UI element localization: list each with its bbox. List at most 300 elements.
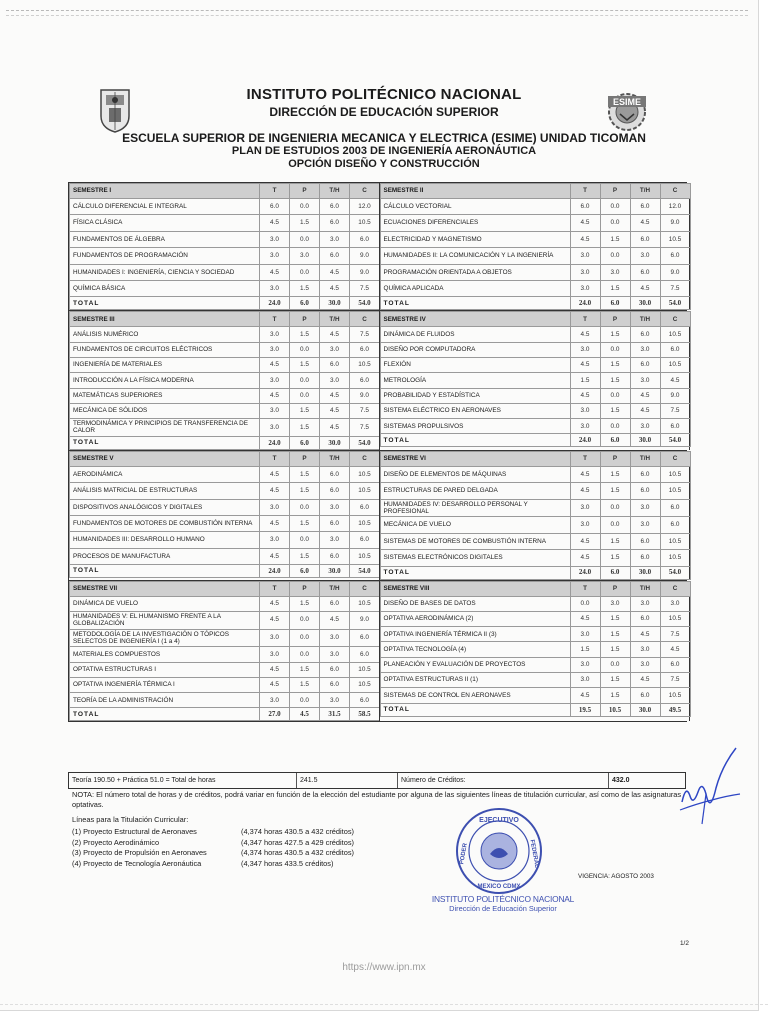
column-header: T/H bbox=[630, 581, 660, 596]
total-row bbox=[380, 703, 690, 716]
column-header: P bbox=[290, 312, 320, 327]
semester-title: SEMESTRE VI bbox=[380, 451, 570, 466]
subject-th-value: 6.0 bbox=[630, 533, 660, 549]
semester-title: SEMESTRE VII bbox=[70, 581, 260, 596]
subject-th-value: 6.0 bbox=[630, 357, 660, 372]
subject-t-value: 3.0 bbox=[570, 673, 600, 688]
curriculum-grid bbox=[68, 182, 687, 722]
total-row bbox=[70, 436, 380, 449]
ipn-stamp-line1: INSTITUTO POLITÉCNICO NACIONAL bbox=[431, 894, 575, 904]
subject-th-value: 6.0 bbox=[630, 466, 660, 482]
column-header: C bbox=[660, 312, 690, 327]
total-p-value: 6.0 bbox=[290, 565, 320, 578]
subject-name: HUMANIDADES III: DESARROLLO HUMANO bbox=[70, 532, 260, 548]
subject-p-value: 0.0 bbox=[600, 419, 630, 434]
column-header: P bbox=[600, 451, 630, 466]
subject-th-value: 4.5 bbox=[320, 419, 350, 437]
subject-c-value: 7.5 bbox=[350, 403, 380, 418]
subject-c-value: 12.0 bbox=[660, 199, 690, 215]
subject-p-value: 3.0 bbox=[600, 596, 630, 611]
hours-value: 241.5 bbox=[297, 773, 398, 788]
subject-p-value: 3.0 bbox=[290, 248, 320, 264]
subject-t-value: 6.0 bbox=[260, 199, 290, 215]
subject-p-value: 1.5 bbox=[600, 231, 630, 247]
total-c-value: 54.0 bbox=[350, 565, 380, 578]
subject-p-value: 0.0 bbox=[290, 199, 320, 215]
project-hours: (4,374 horas 430.5 a 432 créditos) bbox=[241, 848, 354, 858]
table-row bbox=[380, 373, 690, 388]
total-th-value: 30.0 bbox=[320, 436, 350, 449]
subject-p-value: 1.5 bbox=[600, 357, 630, 372]
subject-c-value: 6.0 bbox=[350, 629, 380, 647]
subject-t-value: 4.5 bbox=[570, 688, 600, 703]
total-c-value: 54.0 bbox=[350, 436, 380, 449]
table-row bbox=[70, 231, 380, 247]
project-name: (1) Proyecto Estructural de Aeronaves bbox=[72, 827, 197, 836]
subject-th-value: 4.5 bbox=[320, 280, 350, 296]
subject-p-value: 0.0 bbox=[600, 499, 630, 517]
table-row bbox=[380, 596, 690, 611]
subject-c-value: 10.5 bbox=[660, 611, 690, 626]
subject-p-value: 1.5 bbox=[600, 280, 630, 296]
project-hours: (4,374 horas 430.5 a 432 créditos) bbox=[241, 827, 354, 836]
total-p-value: 6.0 bbox=[600, 434, 630, 447]
subject-th-value: 6.0 bbox=[630, 611, 660, 626]
column-header: T/H bbox=[320, 451, 350, 466]
subject-c-value: 6.0 bbox=[660, 499, 690, 517]
subject-p-value: 1.5 bbox=[290, 677, 320, 692]
column-header: P bbox=[290, 581, 320, 596]
subject-p-value: 1.5 bbox=[600, 611, 630, 626]
subject-th-value: 3.0 bbox=[630, 373, 660, 388]
column-header: T bbox=[260, 581, 290, 596]
subject-t-value: 4.5 bbox=[260, 596, 290, 611]
subject-name: TERMODINÁMICA Y PRINCIPIOS DE TRANSFERENCIA DE CALOR bbox=[70, 419, 260, 437]
subject-p-value: 0.0 bbox=[290, 342, 320, 357]
table-row bbox=[70, 388, 380, 403]
column-header: T bbox=[260, 312, 290, 327]
semester-pair bbox=[68, 182, 687, 310]
column-header: T bbox=[260, 451, 290, 466]
subject-t-value: 3.0 bbox=[260, 280, 290, 296]
total-c-value: 54.0 bbox=[660, 434, 690, 447]
column-header: C bbox=[350, 184, 380, 199]
subject-p-value: 1.5 bbox=[600, 627, 630, 642]
subject-name: DISPOSITIVOS ANALÓGICOS Y DIGITALES bbox=[70, 499, 260, 515]
subject-th-value: 4.5 bbox=[320, 264, 350, 280]
subject-t-value: 4.5 bbox=[260, 483, 290, 499]
subject-name: SISTEMAS DE MOTORES DE COMBUSTIÓN INTERNA bbox=[380, 533, 570, 549]
subject-t-value: 3.0 bbox=[570, 627, 600, 642]
subject-c-value: 6.0 bbox=[350, 499, 380, 515]
subject-c-value: 9.0 bbox=[350, 388, 380, 403]
subject-c-value: 7.5 bbox=[660, 280, 690, 296]
total-row bbox=[70, 297, 380, 310]
svg-text:FEDERAL: FEDERAL bbox=[528, 839, 540, 869]
total-label: TOTAL bbox=[380, 703, 570, 716]
subject-name: DISEÑO POR COMPUTADORA bbox=[380, 342, 570, 357]
semester-title: SEMESTRE VIII bbox=[380, 581, 570, 596]
subject-p-value: 1.5 bbox=[290, 357, 320, 372]
subject-name: OPTATIVA ESTRUCTURAS I bbox=[70, 662, 260, 677]
total-t-value: 24.0 bbox=[260, 436, 290, 449]
subject-th-value: 4.5 bbox=[630, 215, 660, 231]
subject-c-value: 10.5 bbox=[350, 215, 380, 231]
table-row bbox=[70, 647, 380, 662]
subject-p-value: 0.0 bbox=[290, 693, 320, 708]
subject-t-value: 4.5 bbox=[570, 215, 600, 231]
subject-th-value: 6.0 bbox=[630, 327, 660, 342]
semester-table bbox=[69, 581, 380, 722]
subject-c-value: 6.0 bbox=[350, 373, 380, 388]
table-row bbox=[380, 280, 690, 296]
subject-p-value: 1.5 bbox=[290, 215, 320, 231]
subject-t-value: 4.5 bbox=[260, 611, 290, 629]
subject-c-value: 10.5 bbox=[350, 677, 380, 692]
semester-title: SEMESTRE III bbox=[70, 312, 260, 327]
project-name: (3) Proyecto de Propulsión en Aeronaves bbox=[72, 848, 207, 858]
subject-c-value: 7.5 bbox=[350, 327, 380, 342]
subject-t-value: 3.0 bbox=[260, 327, 290, 342]
svg-text:EJECUTIVO: EJECUTIVO bbox=[479, 817, 519, 824]
subject-th-value: 3.0 bbox=[320, 373, 350, 388]
summary-bar bbox=[68, 772, 686, 789]
subject-p-value: 0.0 bbox=[290, 647, 320, 662]
semester-table bbox=[380, 183, 691, 310]
total-label: TOTAL bbox=[380, 566, 570, 579]
subject-c-value: 10.5 bbox=[660, 357, 690, 372]
column-header: C bbox=[350, 581, 380, 596]
total-label: TOTAL bbox=[380, 297, 570, 310]
page-number: 1/2 bbox=[680, 940, 689, 947]
table-row bbox=[70, 677, 380, 692]
table-row bbox=[380, 403, 690, 418]
table-row bbox=[380, 248, 690, 264]
table-row bbox=[70, 248, 380, 264]
subject-t-value: 4.5 bbox=[260, 264, 290, 280]
subject-c-value: 7.5 bbox=[660, 403, 690, 418]
subject-th-value: 4.5 bbox=[320, 611, 350, 629]
subject-th-value: 4.5 bbox=[630, 627, 660, 642]
subject-name: ECUACIONES DIFERENCIALES bbox=[380, 215, 570, 231]
subject-name: PLANEACIÓN Y EVALUACIÓN DE PROYECTOS bbox=[380, 657, 570, 672]
semester-table bbox=[380, 451, 691, 580]
table-row bbox=[380, 215, 690, 231]
table-row bbox=[70, 548, 380, 564]
subject-name: HUMANIDADES I: INGENIERÍA, CIENCIA Y SOCIEDAD bbox=[70, 264, 260, 280]
subject-t-value: 4.5 bbox=[260, 215, 290, 231]
vigencia-text: VIGENCIA: AGOSTO 2003 bbox=[578, 873, 654, 880]
subject-name: DISEÑO DE BASES DE DATOS bbox=[380, 596, 570, 611]
subject-p-value: 0.0 bbox=[290, 388, 320, 403]
total-label: TOTAL bbox=[70, 436, 260, 449]
table-row bbox=[70, 419, 380, 437]
subject-p-value: 0.0 bbox=[290, 499, 320, 515]
column-header: T bbox=[570, 451, 600, 466]
footer-url[interactable]: https://www.ipn.mx bbox=[342, 962, 426, 973]
subject-name: CÁLCULO DIFERENCIAL E INTEGRAL bbox=[70, 199, 260, 215]
column-header: P bbox=[600, 312, 630, 327]
semester-title: SEMESTRE II bbox=[380, 184, 570, 199]
subject-name: METROLOGÍA bbox=[380, 373, 570, 388]
subject-name: TEORÍA DE LA ADMINISTRACIÓN bbox=[70, 693, 260, 708]
subject-c-value: 10.5 bbox=[660, 688, 690, 703]
subject-th-value: 3.0 bbox=[630, 499, 660, 517]
subject-t-value: 0.0 bbox=[570, 596, 600, 611]
subject-p-value: 1.5 bbox=[600, 327, 630, 342]
subject-th-value: 6.0 bbox=[320, 662, 350, 677]
table-row bbox=[380, 342, 690, 357]
total-c-value: 54.0 bbox=[350, 297, 380, 310]
subject-p-value: 1.5 bbox=[290, 419, 320, 437]
subject-name: FUNDAMENTOS DE CIRCUITOS ELÉCTRICOS bbox=[70, 342, 260, 357]
subject-c-value: 9.0 bbox=[660, 264, 690, 280]
total-p-value: 6.0 bbox=[290, 297, 320, 310]
table-row bbox=[70, 662, 380, 677]
subject-th-value: 6.0 bbox=[630, 688, 660, 703]
subject-th-value: 4.5 bbox=[630, 403, 660, 418]
subject-t-value: 3.0 bbox=[570, 657, 600, 672]
total-th-value: 30.0 bbox=[630, 434, 660, 447]
table-row bbox=[70, 499, 380, 515]
subject-t-value: 3.0 bbox=[570, 280, 600, 296]
subject-c-value: 7.5 bbox=[350, 419, 380, 437]
subject-t-value: 4.5 bbox=[260, 677, 290, 692]
semester-header-row bbox=[70, 312, 380, 327]
subject-th-value: 4.5 bbox=[630, 388, 660, 403]
subject-p-value: 0.0 bbox=[600, 342, 630, 357]
table-row bbox=[70, 373, 380, 388]
total-th-value: 30.0 bbox=[630, 297, 660, 310]
subject-th-value: 3.0 bbox=[320, 342, 350, 357]
subject-p-value: 0.0 bbox=[290, 373, 320, 388]
subject-t-value: 3.0 bbox=[570, 403, 600, 418]
table-row bbox=[70, 629, 380, 647]
semester-panel bbox=[68, 451, 379, 580]
credits-label: Número de Créditos: bbox=[398, 773, 609, 788]
subject-name: QUÍMICA APLICADA bbox=[380, 280, 570, 296]
subject-th-value: 6.0 bbox=[630, 483, 660, 499]
column-header: T/H bbox=[320, 581, 350, 596]
subject-name: METODOLOGÍA DE LA INVESTIGACIÓN O TÓPICOS SELECTOS DE INGENIERÍA I (1 a 4) bbox=[70, 629, 260, 647]
subject-c-value: 10.5 bbox=[660, 231, 690, 247]
subject-c-value: 9.0 bbox=[350, 248, 380, 264]
subject-t-value: 4.5 bbox=[260, 388, 290, 403]
subject-t-value: 3.0 bbox=[570, 264, 600, 280]
column-header: C bbox=[660, 451, 690, 466]
table-row bbox=[380, 466, 690, 482]
subject-name: FUNDAMENTOS DE MOTORES DE COMBUSTIÓN INTERNA bbox=[70, 516, 260, 532]
subject-name: DISEÑO DE ELEMENTOS DE MÁQUINAS bbox=[380, 466, 570, 482]
total-label: TOTAL bbox=[70, 565, 260, 578]
institute-title: INSTITUTO POLITÉCNICO NACIONAL bbox=[246, 86, 522, 103]
subject-t-value: 4.5 bbox=[260, 357, 290, 372]
subject-p-value: 1.5 bbox=[290, 403, 320, 418]
subject-c-value: 6.0 bbox=[350, 693, 380, 708]
semester-panel bbox=[68, 183, 379, 310]
subject-name: AERODINÁMICA bbox=[70, 466, 260, 482]
total-th-value: 30.0 bbox=[630, 566, 660, 579]
semester-pair bbox=[68, 580, 687, 723]
scan-border bbox=[6, 10, 748, 16]
subject-p-value: 1.5 bbox=[290, 662, 320, 677]
subject-p-value: 1.5 bbox=[290, 280, 320, 296]
subject-name: DINÁMICA DE FLUIDOS bbox=[380, 327, 570, 342]
total-p-value: 10.5 bbox=[600, 703, 630, 716]
subject-th-value: 3.0 bbox=[630, 657, 660, 672]
semester-header-row bbox=[380, 581, 690, 596]
subject-th-value: 6.0 bbox=[630, 231, 660, 247]
subject-t-value: 3.0 bbox=[260, 342, 290, 357]
total-row bbox=[380, 297, 690, 310]
subject-th-value: 6.0 bbox=[630, 550, 660, 566]
table-row bbox=[70, 357, 380, 372]
subject-t-value: 4.5 bbox=[260, 662, 290, 677]
table-row bbox=[70, 280, 380, 296]
subject-t-value: 3.0 bbox=[260, 499, 290, 515]
semester-title: SEMESTRE V bbox=[70, 451, 260, 466]
subject-c-value: 10.5 bbox=[350, 357, 380, 372]
subject-th-value: 4.5 bbox=[630, 673, 660, 688]
subject-th-value: 3.0 bbox=[320, 532, 350, 548]
subject-t-value: 4.5 bbox=[570, 533, 600, 549]
subject-th-value: 4.5 bbox=[630, 280, 660, 296]
semester-header-row bbox=[380, 184, 690, 199]
subject-th-value: 6.0 bbox=[320, 466, 350, 482]
subject-name: SISTEMA ELÉCTRICO EN AERONAVES bbox=[380, 403, 570, 418]
semester-header-row bbox=[380, 451, 690, 466]
column-header: P bbox=[290, 184, 320, 199]
subject-p-value: 0.0 bbox=[600, 248, 630, 264]
total-t-value: 24.0 bbox=[570, 297, 600, 310]
table-row bbox=[70, 516, 380, 532]
subject-th-value: 6.0 bbox=[630, 264, 660, 280]
total-t-value: 19.5 bbox=[570, 703, 600, 716]
svg-text:MEXICO CDMX: MEXICO CDMX bbox=[477, 884, 521, 890]
subject-p-value: 0.0 bbox=[290, 532, 320, 548]
semester-pair bbox=[68, 310, 687, 450]
subject-c-value: 9.0 bbox=[350, 611, 380, 629]
subject-name: HUMANIDADES IV: DESARROLLO PERSONAL Y PROFESIONAL bbox=[380, 499, 570, 517]
subject-th-value: 6.0 bbox=[320, 677, 350, 692]
subject-t-value: 4.5 bbox=[570, 550, 600, 566]
subject-t-value: 4.5 bbox=[570, 611, 600, 626]
subject-c-value: 7.5 bbox=[660, 673, 690, 688]
subject-t-value: 4.5 bbox=[570, 327, 600, 342]
total-p-value: 6.0 bbox=[600, 566, 630, 579]
subject-p-value: 1.5 bbox=[290, 466, 320, 482]
total-t-value: 27.0 bbox=[260, 708, 290, 721]
subject-p-value: 0.0 bbox=[600, 517, 630, 533]
column-header: T/H bbox=[630, 312, 660, 327]
table-row bbox=[70, 466, 380, 482]
semester-pair bbox=[68, 450, 687, 580]
table-row bbox=[380, 642, 690, 657]
total-row bbox=[380, 566, 690, 579]
ipn-stamp-text bbox=[428, 894, 578, 913]
table-row bbox=[70, 693, 380, 708]
subject-p-value: 0.0 bbox=[290, 231, 320, 247]
subject-th-value: 3.0 bbox=[630, 596, 660, 611]
subject-th-value: 3.0 bbox=[630, 342, 660, 357]
table-row bbox=[380, 419, 690, 434]
column-header: C bbox=[350, 451, 380, 466]
column-header: P bbox=[290, 451, 320, 466]
total-label: TOTAL bbox=[70, 297, 260, 310]
official-seal-stamp-icon bbox=[454, 806, 544, 896]
subject-p-value: 1.5 bbox=[290, 596, 320, 611]
subject-c-value: 4.5 bbox=[660, 642, 690, 657]
subject-p-value: 1.5 bbox=[600, 688, 630, 703]
subject-th-value: 6.0 bbox=[630, 199, 660, 215]
subject-name: FUNDAMENTOS DE PROGRAMACIÓN bbox=[70, 248, 260, 264]
subject-p-value: 1.5 bbox=[600, 642, 630, 657]
column-header: C bbox=[350, 312, 380, 327]
credits-value: 432.0 bbox=[612, 777, 630, 784]
semester-table bbox=[69, 183, 380, 310]
subject-t-value: 3.0 bbox=[260, 629, 290, 647]
list-item bbox=[72, 838, 354, 849]
total-th-value: 30.0 bbox=[630, 703, 660, 716]
subject-c-value: 9.0 bbox=[350, 264, 380, 280]
subject-name: PROBABILIDAD Y ESTADÍSTICA bbox=[380, 388, 570, 403]
subject-c-value: 6.0 bbox=[660, 248, 690, 264]
subject-t-value: 4.5 bbox=[570, 357, 600, 372]
subject-name: FÍSICA CLÁSICA bbox=[70, 215, 260, 231]
subject-t-value: 4.5 bbox=[570, 388, 600, 403]
subject-t-value: 4.5 bbox=[570, 466, 600, 482]
option-title: OPCIÓN DISEÑO Y CONSTRUCCIÓN bbox=[288, 158, 480, 170]
list-item bbox=[72, 848, 354, 859]
subject-t-value: 3.0 bbox=[260, 231, 290, 247]
table-row bbox=[380, 517, 690, 533]
subject-th-value: 4.5 bbox=[320, 403, 350, 418]
subject-t-value: 3.0 bbox=[570, 419, 600, 434]
column-header: C bbox=[660, 581, 690, 596]
subject-p-value: 1.5 bbox=[600, 673, 630, 688]
table-row bbox=[380, 627, 690, 642]
column-header: T/H bbox=[320, 312, 350, 327]
total-c-value: 54.0 bbox=[660, 566, 690, 579]
project-name: (2) Proyecto Aerodinámico bbox=[72, 837, 160, 847]
subject-t-value: 4.5 bbox=[260, 548, 290, 564]
semester-table bbox=[69, 451, 380, 578]
table-row bbox=[70, 342, 380, 357]
column-header: T/H bbox=[320, 184, 350, 199]
table-row bbox=[70, 199, 380, 215]
subject-c-value: 6.0 bbox=[660, 657, 690, 672]
subject-th-value: 4.5 bbox=[320, 327, 350, 342]
subject-name: HUMANIDADES V: EL HUMANISMO FRENTE A LA GLOBALIZACIÓN bbox=[70, 611, 260, 629]
subject-t-value: 3.0 bbox=[260, 248, 290, 264]
total-c-value: 58.5 bbox=[350, 708, 380, 721]
project-hours: (4,347 horas 433.5 créditos) bbox=[241, 858, 334, 868]
subject-c-value: 9.0 bbox=[660, 388, 690, 403]
subject-p-value: 0.0 bbox=[600, 199, 630, 215]
table-row bbox=[380, 483, 690, 499]
semester-header-row bbox=[380, 312, 690, 327]
subject-c-value: 10.5 bbox=[350, 516, 380, 532]
subject-c-value: 10.5 bbox=[350, 483, 380, 499]
subject-t-value: 6.0 bbox=[570, 199, 600, 215]
lineas-title: Líneas para la Titulación Curricular: bbox=[72, 815, 189, 824]
direction-title: DIRECCIÓN DE EDUCACIÓN SUPERIOR bbox=[269, 105, 499, 119]
subject-name: DINÁMICA DE VUELO bbox=[70, 596, 260, 611]
total-c-value: 49.5 bbox=[660, 703, 690, 716]
total-th-value: 31.5 bbox=[320, 708, 350, 721]
project-hours: (4,347 horas 427.5 a 429 créditos) bbox=[241, 837, 354, 847]
table-row bbox=[380, 533, 690, 549]
